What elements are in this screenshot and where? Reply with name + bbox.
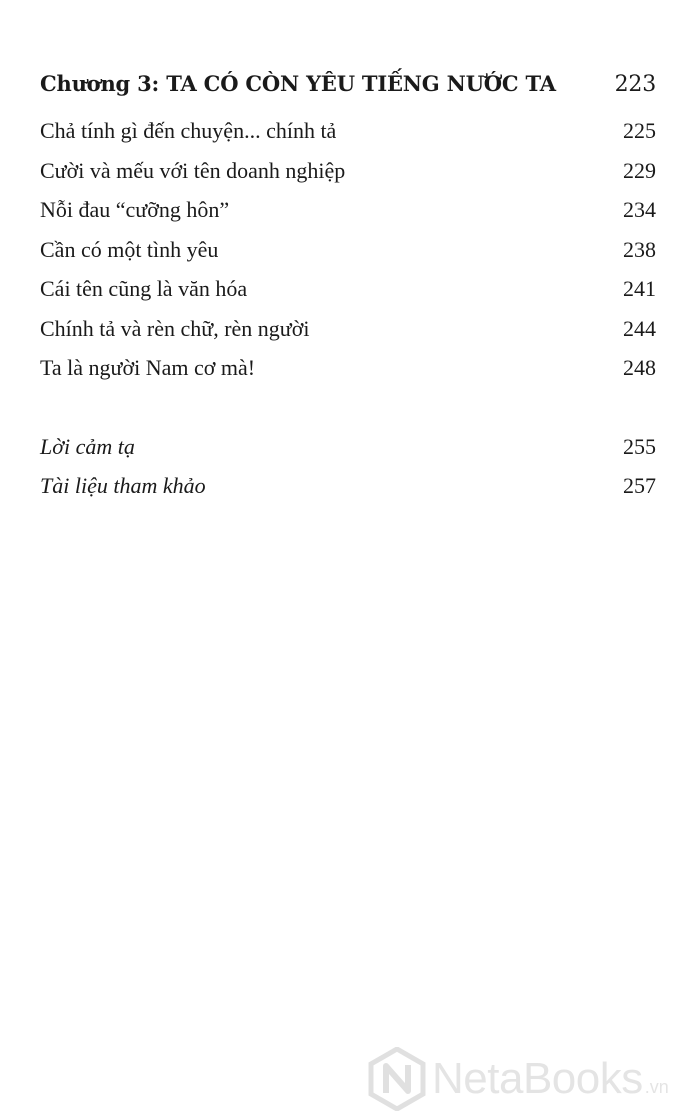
toc-entry-title: Chả tính gì đến chuyện... chính tả [40,118,337,143]
watermark-suffix: .vn [644,1077,669,1097]
toc-entry-title: Cái tên cũng là văn hóa [40,276,248,301]
toc-entry-page: 244 [623,315,656,341]
watermark [368,1046,669,1112]
chapter-heading-row [40,62,656,107]
toc-entry-title: Nỗi đau “cưỡng hôn” [40,197,230,222]
chapter-title: Chương 3: TA CÓ CÒN YÊU TIẾNG NƯỚC TA [40,71,556,96]
toc-entry-title: Chính tả và rèn chữ, rèn người [40,315,310,341]
section-spacer [40,388,656,427]
toc-entry-page: 229 [623,157,656,183]
toc-entry-page: 225 [623,118,656,143]
toc-entry-page: 234 [623,197,656,222]
back-matter-entries [40,427,656,506]
toc-entry-page: 241 [623,276,656,301]
back-matter-page: 257 [623,473,656,498]
toc-entry [40,269,656,309]
toc-entry [40,230,656,270]
toc-entry [40,111,656,151]
back-matter-title: Lời cảm tạ [40,433,135,459]
toc-entry-title: Cần có một tình yêu [40,236,219,262]
netabooks-logo-icon [368,1047,426,1111]
toc-entry [40,348,656,388]
back-matter-page: 255 [623,433,656,459]
back-matter-title: Tài liệu tham khảo [40,473,206,498]
table-of-contents [40,62,656,506]
toc-entry-title: Ta là người Nam cơ mà! [40,355,256,380]
toc-entry [40,190,656,230]
back-matter-entry [40,427,656,467]
chapter-entries [40,111,656,388]
toc-entry [40,309,656,349]
toc-entry [40,151,656,191]
toc-entry-title: Cười và mếu với tên doanh nghiệp [40,157,346,183]
back-matter-entry [40,466,656,506]
watermark-brand: NetaBooks [432,1054,643,1103]
toc-entry-page: 238 [623,236,656,262]
chapter-page-number: 223 [614,72,656,97]
toc-entry-page: 248 [623,355,656,380]
